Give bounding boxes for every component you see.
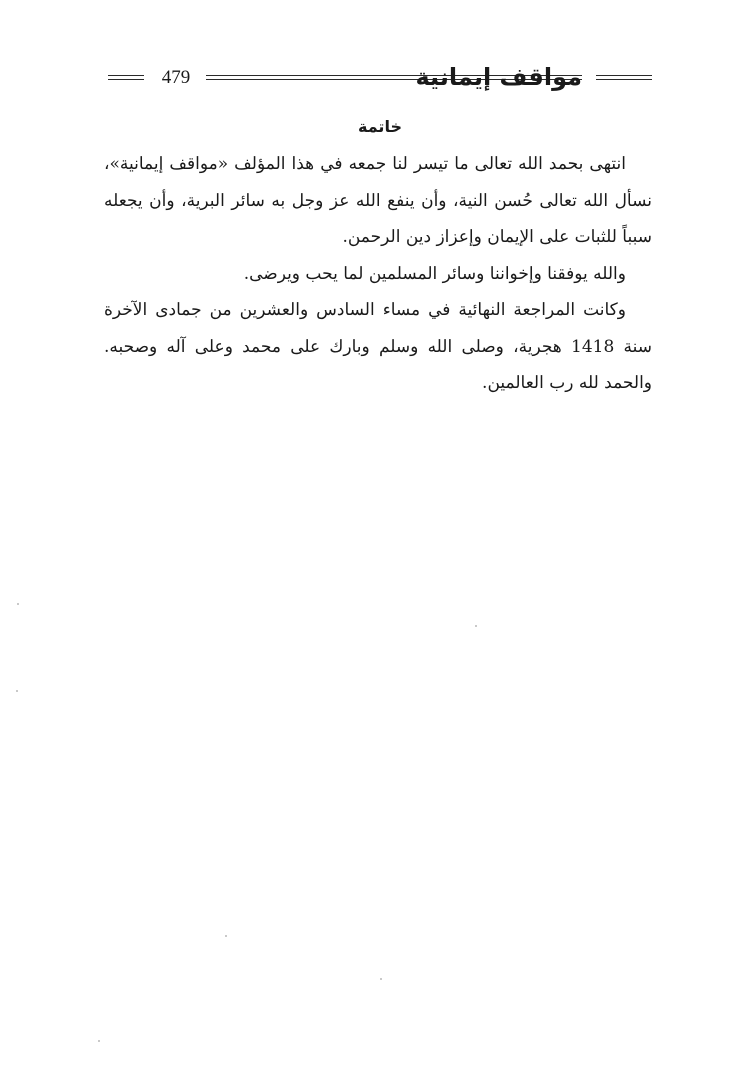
paragraph-supplication: والله يوفقنا وإخواننا وسائر المسلمين لما يحب ويرضى. (243, 263, 626, 284)
page-header (108, 62, 652, 102)
paragraph-conclusion: انتهى بحمد الله تعالى ما تيسر لنا جمعه في هذا المؤلف «مواقف إيمانية»، نسأل الله تعالى حُسن النية، وأن ينفع الله عز وجل به سائر البرية، وأن يجعله سبباً للثبات على الإيمان وإعزاز دين الرحمن. (104, 154, 652, 247)
scan-speck (380, 978, 382, 980)
paragraph-review-date: وكانت المراجعة النهائية في مساء السادس والعشرين من جمادى الآخرة سنة 1418 هجرية، وصلى الله وسلم وبارك على محمد وعلى آله وصحبه. والحمد لله رب العالمين. (104, 300, 652, 393)
page-number: 479 (161, 67, 191, 88)
section-heading: خاتمة (358, 117, 402, 136)
header-rule-right (596, 75, 652, 80)
scan-speck (98, 1040, 100, 1042)
scan-speck (475, 625, 477, 627)
running-title: مواقف إيمانية (415, 63, 582, 91)
body-text (104, 146, 652, 402)
scan-speck (17, 603, 19, 605)
scan-speck (16, 690, 18, 692)
header-rule-left (108, 75, 144, 80)
scan-speck (225, 935, 227, 937)
